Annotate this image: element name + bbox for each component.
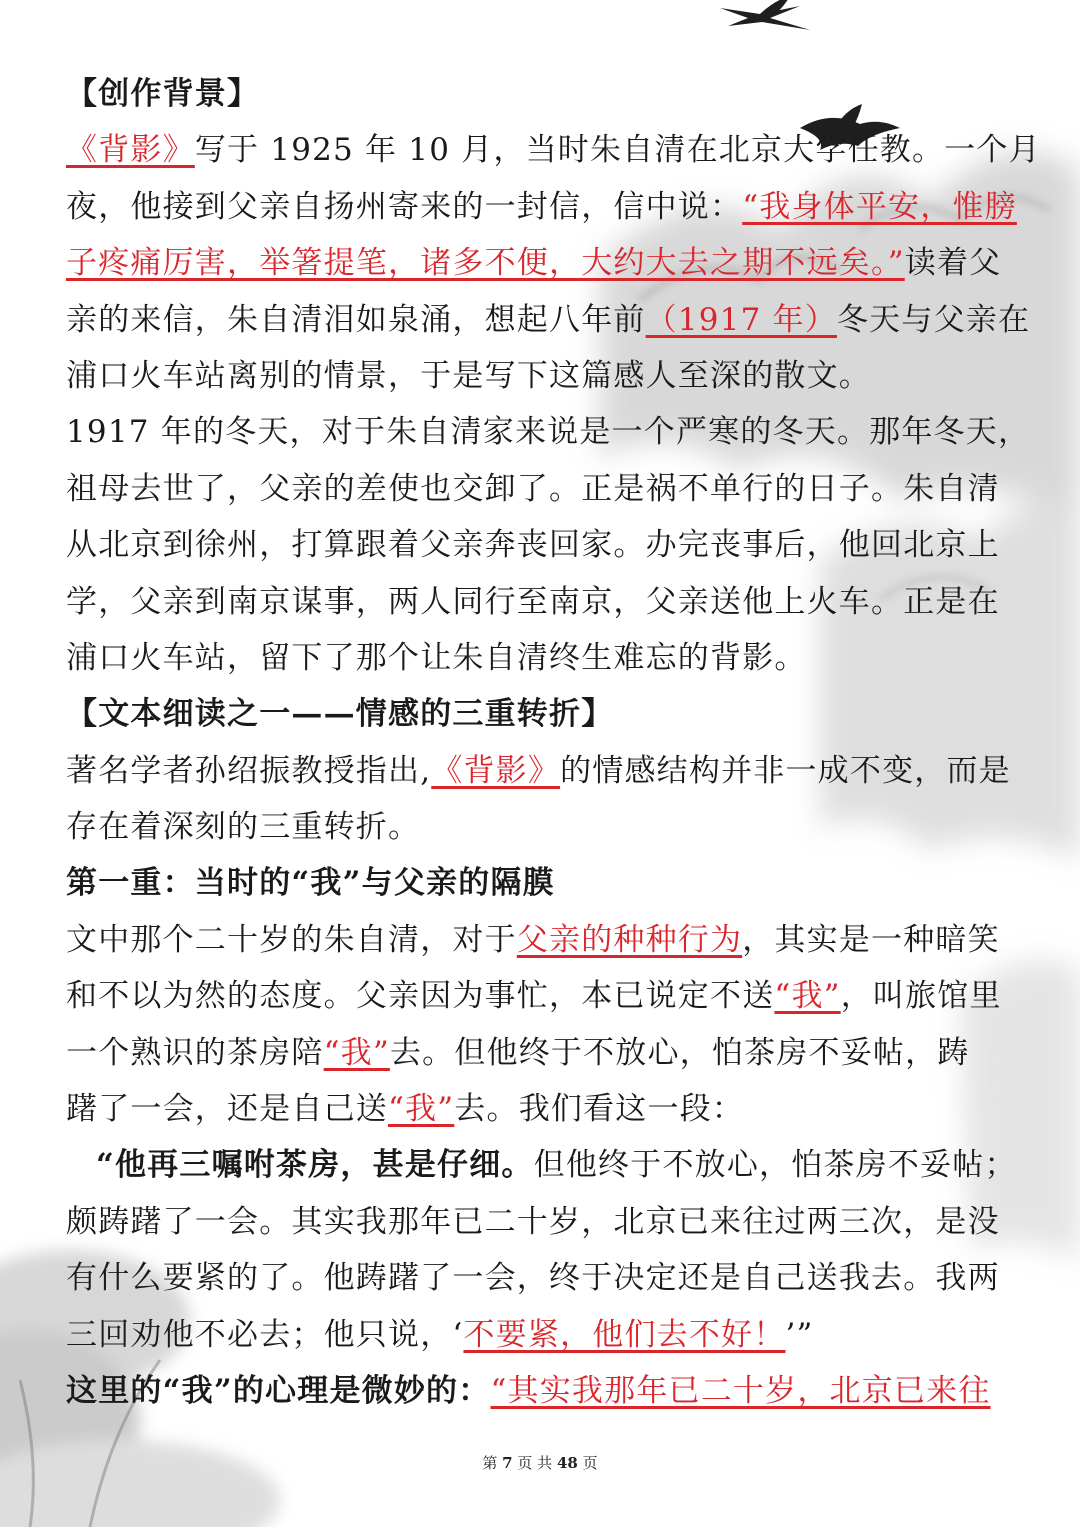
paragraph-line: 《背影》写于 1925 年 10 月，当时朱自清在北京大学任教。一个月 bbox=[66, 132, 1041, 169]
quote-line: “他再三嘱咐茶房，甚是仔细。但他终于不放心，怕茶房不妥帖； bbox=[96, 1147, 1017, 1184]
document-body bbox=[66, 66, 1041, 1419]
red-highlight: 父亲的种种行为 bbox=[516, 921, 743, 958]
quote-line: 三回劝他不必去；他只说，‘不要紧，他们去不好！’” bbox=[66, 1316, 814, 1353]
red-highlight: “我” bbox=[323, 1034, 390, 1071]
page-number: 7 bbox=[502, 1454, 513, 1472]
paragraph-line: 一个熟识的茶房陪“我”去。但他终于不放心，怕茶房不妥帖，踌 bbox=[66, 1034, 970, 1071]
letter-quote: 子疼痛厉害，举箸提笔，诸多不便，大约大去之期不远矣。” bbox=[66, 245, 905, 282]
paragraph-line: 躇了一会，还是自己送“我”去。我们看这一段： bbox=[66, 1091, 745, 1128]
red-highlight: “其实我那年已二十岁，北京已来往 bbox=[490, 1372, 991, 1409]
total-pages: 48 bbox=[556, 1454, 578, 1472]
paragraph-line: 亲的来信，朱自清泪如泉涌，想起八年前（1917 年）冬天与父亲在 bbox=[66, 301, 1031, 338]
quote-line: 有什么要紧的了。他踌躇了一会，终于决定还是自己送我去。我两 bbox=[66, 1260, 1000, 1297]
section-heading-reading: 【文本细读之一——情感的三重转折】 bbox=[66, 696, 614, 733]
paragraph-line: 从北京到徐州，打算跟着父亲奔丧回家。办完丧事后，他回北京上 bbox=[66, 527, 1000, 564]
paragraph-line: 子疼痛厉害，举箸提笔，诸多不便，大约大去之期不远矣。”读着父 bbox=[66, 245, 1002, 282]
paragraph-line: 浦口火车站离别的情景，于是写下这篇感人至深的散文。 bbox=[66, 357, 871, 394]
paragraph-line: 著名学者孙绍振教授指出,《背影》的情感结构并非一成不变，而是 bbox=[66, 752, 1011, 789]
paragraph-line: 学，父亲到南京谋事，两人同行至南京，父亲送他上火车。正是在 bbox=[66, 583, 1000, 620]
red-highlight: “我” bbox=[774, 978, 841, 1015]
paragraph-line: 浦口火车站，留下了那个让朱自清终生难忘的背影。 bbox=[66, 639, 807, 676]
page-footer: 第 7 页 共 48 页 bbox=[482, 1454, 598, 1472]
letter-quote: “我身体平安，惟膀 bbox=[742, 188, 1017, 225]
subheading-first-layer: 第一重：当时的“我”与父亲的隔膜 bbox=[66, 865, 555, 902]
book-title-link: 《背影》 bbox=[66, 132, 195, 169]
red-highlight: “我” bbox=[388, 1091, 455, 1128]
crane-bird-top bbox=[720, 0, 810, 30]
year-highlight: （1917 年） bbox=[645, 301, 837, 338]
paragraph-line: 祖母去世了，父亲的差使也交卸了。正是祸不单行的日子。朱自清 bbox=[66, 470, 1000, 507]
paragraph-line: 存在着深刻的三重转折。 bbox=[66, 809, 421, 846]
section-heading-background: 【创作背景】 bbox=[66, 76, 260, 112]
paragraph-line: 夜，他接到父亲自扬州寄来的一封信，信中说：“我身体平安，惟膀 bbox=[66, 188, 1017, 225]
paragraph-line: 这里的“我”的心理是微妙的：“其实我那年已二十岁，北京已来往 bbox=[66, 1372, 991, 1409]
paragraph-line: 1917 年的冬天，对于朱自清家来说是一个严寒的冬天。那年冬天， bbox=[66, 414, 1031, 451]
red-highlight: 不要紧，他们去不好！ bbox=[463, 1316, 786, 1353]
paragraph-line: 和不以为然的态度。父亲因为事忙，本已说定不送“我”，叫旅馆里 bbox=[66, 978, 1002, 1015]
paragraph-line: 文中那个二十岁的朱自清，对于父亲的种种行为，其实是一种暗笑 bbox=[66, 921, 1000, 958]
book-title-link: 《背影》 bbox=[431, 752, 561, 789]
quote-line: 颇踌躇了一会。其实我那年已二十岁，北京已来往过两三次，是没 bbox=[66, 1203, 1000, 1240]
